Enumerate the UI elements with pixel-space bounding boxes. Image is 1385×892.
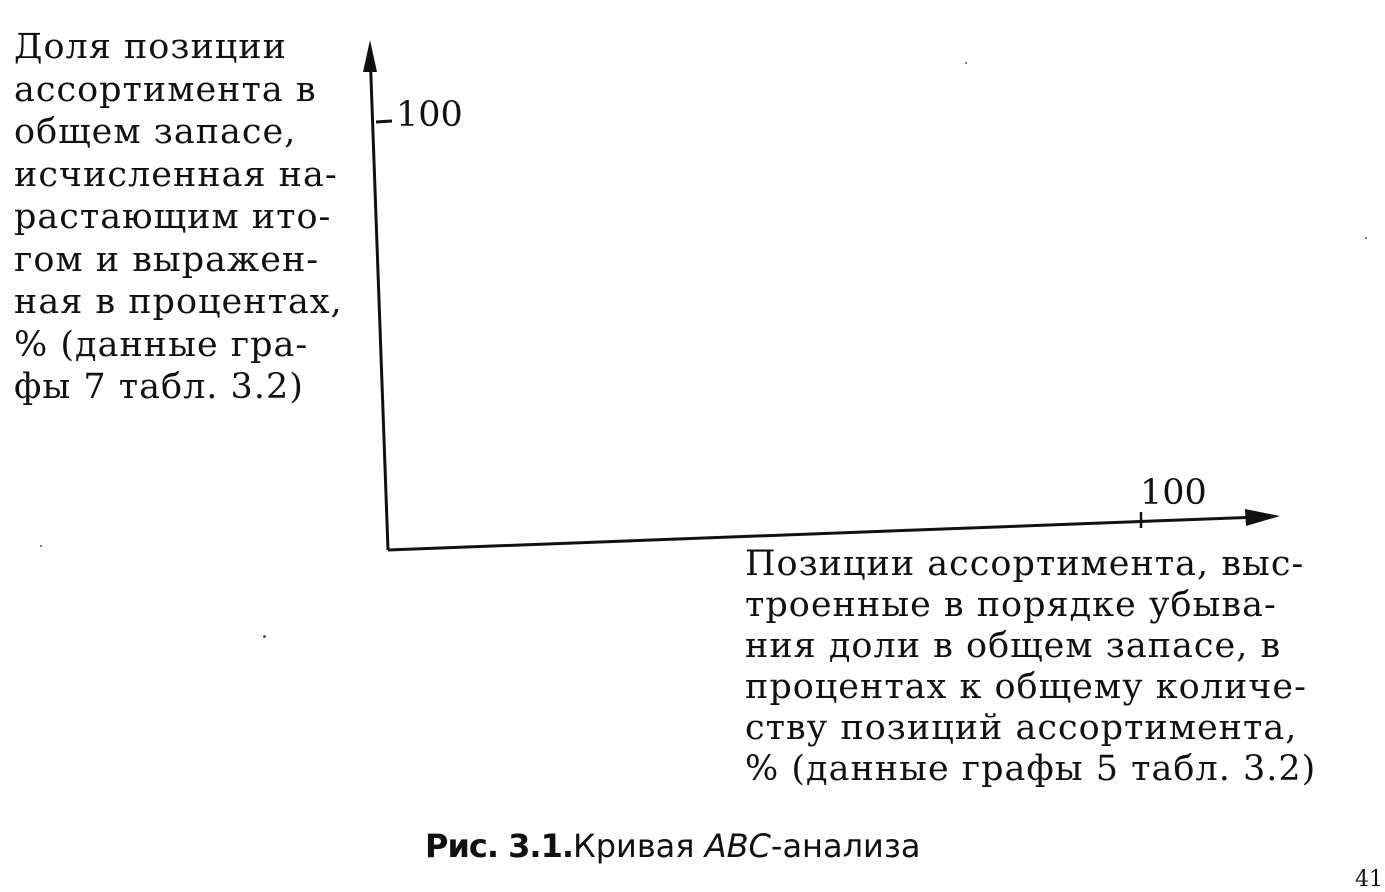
caption-number: Рис. 3.1.: [425, 827, 573, 865]
scan-speck: [40, 545, 42, 547]
caption-text-after: -анализа: [770, 827, 921, 865]
scan-speck: [263, 635, 266, 638]
page-number-fragment: 41: [1355, 867, 1383, 892]
x-axis-label-line: ния доли в общем запасе, в: [745, 626, 1282, 666]
scan-speck: [1365, 237, 1367, 239]
y-axis-label-line: ная в процентах,: [14, 282, 343, 322]
y-axis-label-line: исчисленная на-: [14, 154, 338, 195]
y-axis-label-line: растающим ито-: [14, 197, 332, 237]
caption-italic: ABC: [704, 827, 771, 865]
y-axis-label: [14, 26, 359, 409]
x-tick-label: 100: [1140, 473, 1207, 513]
scan-speck: [965, 62, 967, 64]
caption-text-before: Кривая: [572, 827, 705, 865]
x-axis-label-line: Позиции ассортимента, выс-: [745, 544, 1305, 584]
x-axis-label-line: процентах к общему количе-: [745, 667, 1307, 707]
x-axis-label: [745, 544, 1345, 790]
x-axis-label-line: % (данные графы 5 табл. 3.2): [745, 749, 1317, 789]
y-axis-arrowhead: [363, 40, 377, 72]
y-axis-label-line: общем запасе,: [14, 112, 297, 152]
y-tick-label: 100: [396, 95, 463, 135]
y-axis: [370, 50, 388, 550]
y-tick-100: [376, 121, 392, 122]
y-axis-label-line: ассортимента в: [14, 69, 317, 110]
y-axis-label-line: Доля позиции: [14, 27, 287, 67]
y-axis-label-line: % (данные гра-: [14, 324, 309, 365]
y-axis-label-line: гом и выражен-: [14, 239, 320, 280]
x-axis-label-line: троенные в порядке убыва-: [745, 585, 1277, 625]
y-axis-label-line: фы 7 табл. 3.2): [14, 367, 304, 407]
figure-caption: [425, 826, 920, 866]
x-axis-label-line: ству позиций ассортимента,: [745, 708, 1298, 748]
x-axis-arrowhead: [1245, 509, 1280, 526]
